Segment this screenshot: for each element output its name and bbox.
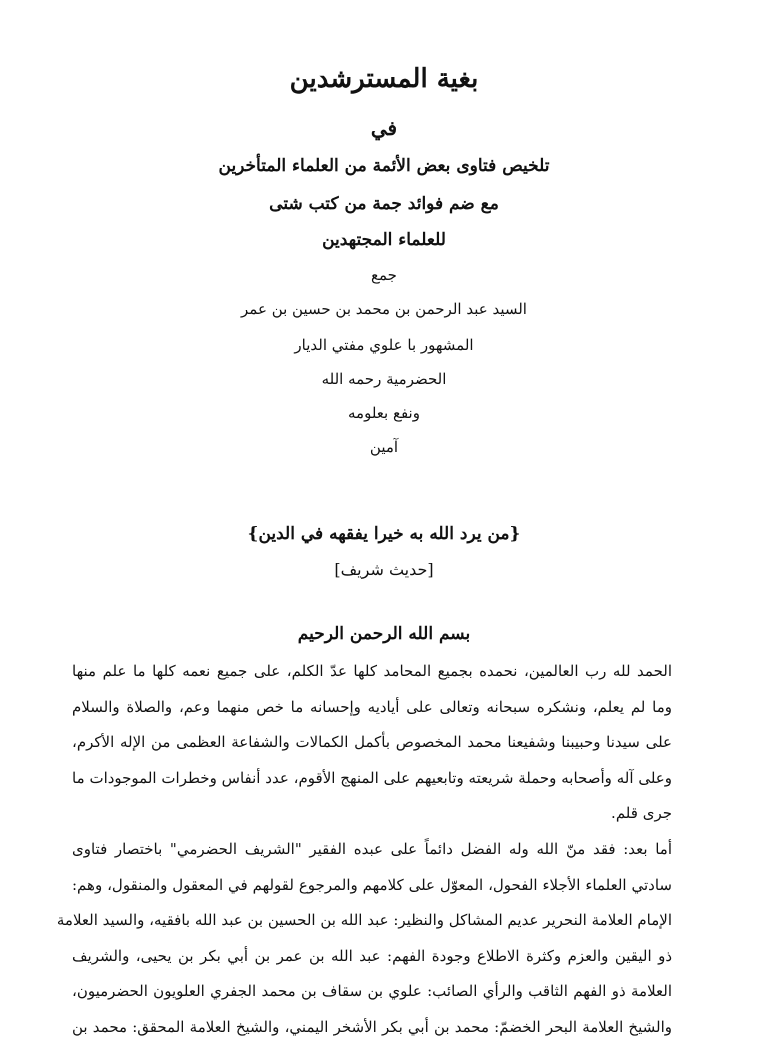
subtitle-line-3: للعلماء المجتهدين	[322, 230, 446, 250]
paragraph-line: سادتي العلماء الأجلاء الفحول، المعوّل على كلامهم والمرجوع لقولهم في المعقول والمنقول، وهم:	[72, 875, 672, 894]
paragraph-line: على سيدنا وحبيبنا وشفيعنا محمد المخصوص بأكمل الكمالات والشفاعة العظمى من الإله الأكرم،	[72, 733, 672, 752]
hadith-quote: {من يرد الله به خيرا يفقهه في الدين}	[247, 524, 521, 544]
paragraph-amma-bad	[56, 832, 696, 1046]
body-text	[56, 654, 696, 1046]
author-line-3: الحضرمية رحمه الله	[321, 370, 447, 388]
paragraph-line: والشيخ العلامة البحر الخضمّ: محمد بن أبي بكر الأشخر اليمني، والشيخ العلامة المحقق: محمد بن	[72, 1017, 672, 1036]
paragraph-line: الحمد لله رب العالمين، نحمده بجميع المحامد كلها عدّ الكلم، على جميع نعمه كلها ما علم منها	[72, 662, 672, 680]
paragraph-line: جرى قلم.	[611, 804, 672, 823]
hadith-source: [حديث شريف]	[334, 560, 434, 579]
paragraph-line: وعلى آله وأصحابه وحملة شريعته وتابعيهم على المنهج الأقوم، عدد أنفاس وخطرات الموجودات ما	[72, 768, 672, 787]
paragraph-line: أما بعد: فقد منّ الله وله الفضل دائماً على عبده الفقير "الشريف الحضرمي" باختصار فتاوى	[72, 839, 672, 858]
book-title: بغية المسترشدين	[289, 64, 479, 94]
paragraph-intro	[72, 654, 696, 832]
author-line-1: السيد عبد الرحمن بن محمد بن حسين بن عمر	[241, 300, 527, 318]
paragraph-line: العلامة ذو الفهم الثاقب والرأي الصائب: علوي بن سقاف بن محمد الجفري العلويون الحضرميون،	[72, 982, 672, 1001]
subtitle-line-1: تلخيص فتاوى بعض الأئمة من العلماء المتأخرين	[218, 156, 550, 176]
paragraph-line: الإمام العلامة النحرير عديم المشاكل والنظير: عبد الله بن الحسين بن عبد الله بافقيه، والسيد العلامة	[56, 911, 672, 930]
compiled-by-label: جمع	[371, 266, 397, 284]
paragraph-line: ذو اليقين والعزم وكثرة الاطلاع وجودة الفهم: عبد الله بن عمر بن أبي بكر بن يحيى، والشريف	[72, 946, 672, 965]
paragraph-line: وما لم يعلم، ونشكره سبحانه وتعالى على أياديه وإحسانه ما خص منهما وعم، والصلاة والسلام	[72, 697, 672, 716]
amen-line: آمين	[369, 438, 399, 456]
basmala-heading: بسم الله الرحمن الرحيم	[297, 624, 471, 644]
title-connector: في	[370, 116, 398, 140]
subtitle-line-2: مع ضم فوائد جمة من كتب شتى	[269, 194, 499, 214]
author-line-4: ونفع بعلومه	[348, 404, 420, 422]
author-line-2: المشهور با علوي مفتي الديار	[294, 336, 474, 354]
